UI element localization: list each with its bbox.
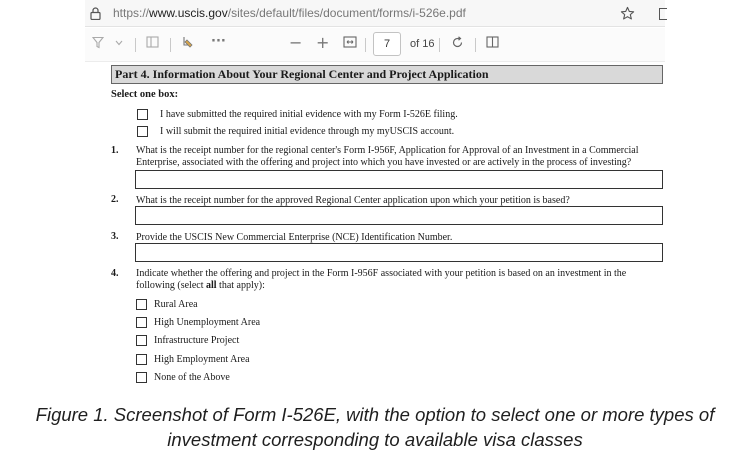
- question-4-line-2-pre: following (select: [136, 280, 206, 291]
- question-4-line-2: [136, 280, 626, 292]
- rural-area-label: Rural Area: [154, 299, 198, 310]
- draw-icon[interactable]: [182, 36, 194, 49]
- figure-caption-line-2: investment corresponding to available visa classes: [167, 429, 583, 450]
- toolbar-divider: [439, 38, 440, 52]
- question-4-line-1: Indicate whether the offering and project in the Form I-956F associated with your petition is based on an investment in the: [136, 268, 627, 279]
- none-of-the-above-checkbox[interactable]: [136, 372, 147, 383]
- none-of-the-above-label: None of the Above: [154, 372, 230, 383]
- high-unemployment-area-checkbox[interactable]: [136, 317, 147, 328]
- more-options-button[interactable]: ···: [211, 34, 226, 49]
- evidence-myuscis-label: I will submit the required initial evidence through my myUSCIS account.: [160, 126, 455, 137]
- page-view-icon[interactable]: [146, 36, 159, 48]
- page-total: of 16: [410, 38, 435, 50]
- question-2-number: 2.: [111, 194, 119, 205]
- high-unemployment-area-label: High Unemployment Area: [154, 317, 261, 328]
- select-one-label: Select one box:: [111, 89, 179, 100]
- toolbar-divider: [365, 38, 366, 52]
- star-icon[interactable]: [620, 6, 635, 21]
- question-4-number: 4.: [111, 268, 119, 279]
- question-2-text: What is the receipt number for the approved Regional Center application upon which your petition is based?: [136, 195, 570, 206]
- zoom-out-button[interactable]: −: [289, 33, 303, 52]
- rotate-icon[interactable]: [451, 36, 464, 49]
- evidence-submitted-checkbox[interactable]: [137, 109, 148, 120]
- question-1-line-2: Enterprise, associated with the offering and project into which you have invested or are actively in the process of investing?: [136, 157, 632, 168]
- part-4-header: Part 4. Information About Your Regional Center and Project Application: [111, 65, 663, 84]
- url-text[interactable]: [113, 6, 466, 20]
- sidebar-toggle-icon[interactable]: [659, 8, 667, 20]
- fit-page-icon[interactable]: [343, 36, 357, 48]
- toolbar-divider: [135, 38, 136, 52]
- infrastructure-project-checkbox[interactable]: [136, 335, 147, 346]
- question-3-number: 3.: [111, 231, 119, 242]
- two-page-view-icon[interactable]: [486, 36, 499, 48]
- question-1-number: 1.: [111, 145, 119, 156]
- evidence-myuscis-checkbox[interactable]: [137, 126, 148, 137]
- high-employment-area-label: High Employment Area: [154, 354, 250, 365]
- question-4-line-2-bold: all: [205, 280, 217, 291]
- page-number-input[interactable]: 7: [373, 32, 401, 56]
- chevron-down-icon[interactable]: [115, 40, 123, 46]
- toolbar-divider: [475, 38, 476, 52]
- regional-center-receipt-field[interactable]: [135, 206, 663, 225]
- rural-area-checkbox[interactable]: [136, 299, 147, 310]
- question-4-text: [136, 268, 626, 292]
- url-path: /sites/default/files/document/forms/i-526e.pdf: [227, 6, 466, 20]
- question-4-line-2-post: that apply):: [216, 280, 265, 291]
- high-employment-area-checkbox[interactable]: [136, 354, 147, 365]
- question-3-text: Provide the USCIS New Commercial Enterprise (NCE) Identification Number.: [136, 232, 453, 243]
- infrastructure-project-label: Infrastructure Project: [154, 335, 240, 346]
- zoom-in-button[interactable]: +: [316, 33, 330, 52]
- question-1-text: [136, 145, 639, 169]
- figure-caption-line-1: Figure 1. Screenshot of Form I-526E, with the option to select one or more types of: [35, 404, 715, 425]
- nce-id-field[interactable]: [135, 243, 663, 262]
- filter-icon[interactable]: [92, 36, 104, 49]
- toolbar-divider: [170, 38, 171, 52]
- evidence-submitted-label: I have submitted the required initial evidence with my Form I-526E filing.: [160, 109, 458, 120]
- url-prefix: https://: [113, 6, 150, 20]
- question-1-line-1: What is the receipt number for the regional center's Form I-956F, Application for Approval of an Investment in a Commercial: [136, 145, 639, 156]
- lock-icon[interactable]: [90, 7, 101, 20]
- url-host: www.uscis.gov: [149, 6, 228, 20]
- i956f-receipt-number-field[interactable]: [135, 170, 663, 189]
